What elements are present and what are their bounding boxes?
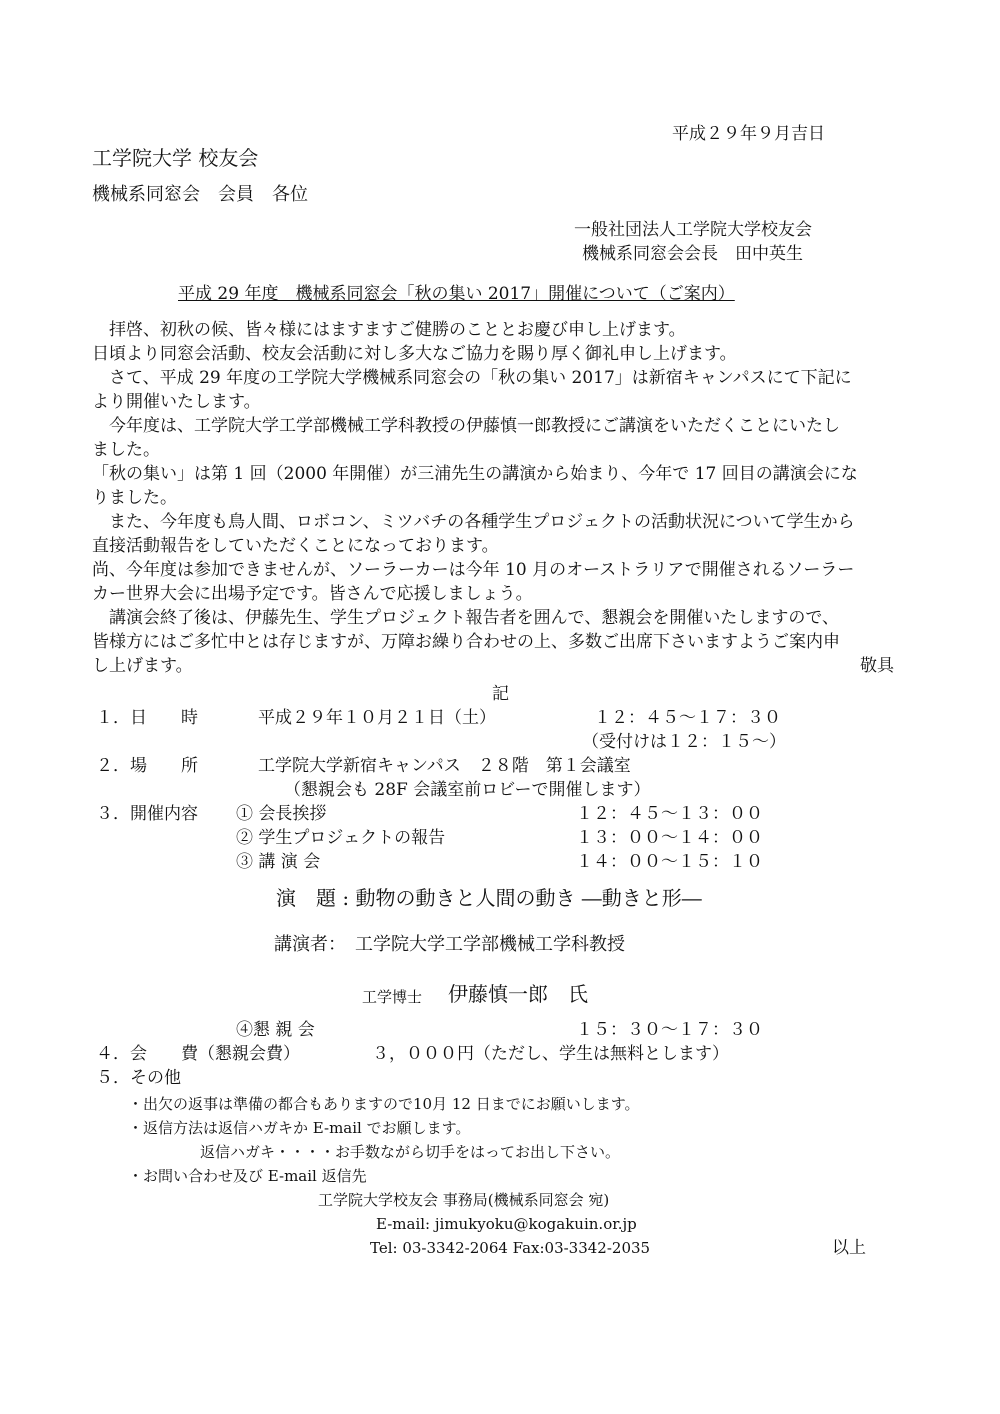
item-reception-note: （受付けは１２：１５〜）: [582, 732, 786, 752]
body-line: 講演会終了後は、伊藤先生、学生プロジェクト報告者を囲んで、懇親会を開催いたしますので、: [92, 608, 839, 628]
contact-email: E-mail: jimukyoku@kogakuin.or.jp: [376, 1215, 637, 1233]
body-line: 「秋の集い」は第 1 回（2000 年開催）が三浦先生の講演から始まり、今年で 17 回目の講演会にな: [92, 464, 858, 484]
document-title: 平成 29 年度 機械系同窓会「秋の集い 2017」開催について（ご案内）: [178, 284, 735, 304]
program-student-report-time: １３：００〜１４：００: [576, 828, 763, 848]
closing-keigu: 敬具: [860, 656, 894, 676]
program-lecture-time: １４：００〜１５：１０: [576, 852, 763, 872]
ki-heading: 記: [492, 684, 509, 704]
program-party-time: １５：３０〜１７：３０: [576, 1020, 763, 1040]
item-other-label: ５．その他: [96, 1068, 181, 1088]
lecturer-degree: 工学博士: [362, 988, 423, 1006]
body-line: 尚、今年度は参加できませんが、ソーラーカーは今年 10 月のオーストラリアで開催されるソーラー: [92, 560, 855, 580]
item-date-label: １．日 時: [96, 708, 198, 728]
program-student-report: ② 学生プロジェクトの報告: [236, 828, 446, 848]
addressee-org: 工学院大学 校友会: [92, 146, 259, 170]
lecturer-affiliation: 講演者： 工学院大学工学部機械工学科教授: [274, 934, 625, 955]
other-reply-postcard: 返信ハガキ・・・・お手数ながら切手をはってお出し下さい。: [200, 1143, 621, 1161]
item-time-value: １２：４５〜１７：３０: [594, 708, 781, 728]
sender-name: 機械系同窓会会長 田中英生: [582, 244, 803, 264]
program-greeting: ① 会長挨拶: [236, 804, 327, 824]
other-contact-heading: ・お問い合わせ及び E-mail 返信先: [128, 1167, 367, 1185]
other-reply-method: ・返信方法は返信ハガキか E-mail でお願します。: [128, 1119, 471, 1137]
item-fee-value: ３，０００円（ただし、学生は無料とします）: [372, 1044, 729, 1064]
item-content-label: ３．開催内容: [96, 804, 198, 824]
body-line: また、今年度も鳥人間、ロボコン、ミツバチの各種学生プロジェクトの活動状況について学生から: [92, 512, 855, 532]
item-place-note: （懇親会も 28F 会議室前ロビーで開催します）: [284, 780, 651, 800]
sender-org: 一般社団法人工学院大学校友会: [574, 220, 812, 240]
program-party: ④懇 親 会: [236, 1020, 315, 1040]
document-date: 平成２９年９月吉日: [672, 124, 825, 144]
closing-ijou: 以上: [832, 1238, 866, 1258]
body-line: 直接活動報告をしていただくことになっております。: [92, 536, 499, 556]
other-reply-deadline: ・出欠の返事は準備の都合もありますので10月 12 日までにお願いします。: [128, 1095, 640, 1113]
lecturer-name: 伊藤慎一郎 氏: [448, 982, 588, 1006]
program-lecture: ③ 講 演 会: [236, 852, 321, 872]
body-line: 日頃より同窓会活動、校友会活動に対し多大なご協力を賜り厚く御礼申し上げます。: [92, 344, 737, 364]
body-line: 今年度は、工学院大学工学部機械工学科教授の伊藤慎一郎教授にご講演をいただくことにいたし: [92, 416, 840, 436]
body-line: さて、平成 29 年度の工学院大学機械系同窓会の「秋の集い 2017」は新宿キャンパスにて下記に: [92, 368, 852, 388]
contact-phone-fax: Tel: 03-3342-2064 Fax:03-3342-2035: [370, 1239, 651, 1257]
body-line: 皆様方にはご多忙中とは存じますが、万障お繰り合わせの上、多数ご出席下さいますようご案内申: [92, 632, 840, 652]
body-line: りました。: [92, 488, 177, 508]
body-line: カー世界大会に出場予定です。皆さんで応援しましょう。: [92, 584, 533, 604]
contact-office: 工学院大学校友会 事務局(機械系同窓会 宛): [318, 1191, 610, 1209]
item-place-label: ２．場 所: [96, 756, 198, 776]
body-line: より開催いたします。: [92, 392, 261, 412]
item-date-value: 平成２９年１０月２１日（土）: [258, 708, 496, 728]
item-fee-label: ４．会 費（懇親会費）: [96, 1044, 300, 1064]
body-line: 拝啓、初秋の候、皆々様にはますますご健勝のこととお慶び申し上げます。: [92, 320, 686, 340]
body-line: ました。: [92, 440, 160, 460]
lecture-title: 演 題 : 動物の動きと人間の動き ―動きと形―: [276, 886, 702, 910]
item-place-value: 工学院大学新宿キャンパス ２８階 第１会議室: [258, 756, 631, 776]
body-line: し上げます。: [92, 656, 193, 676]
program-greeting-time: １２：４５〜１３：００: [576, 804, 763, 824]
addressee-members: 機械系同窓会 会員 各位: [92, 184, 308, 205]
